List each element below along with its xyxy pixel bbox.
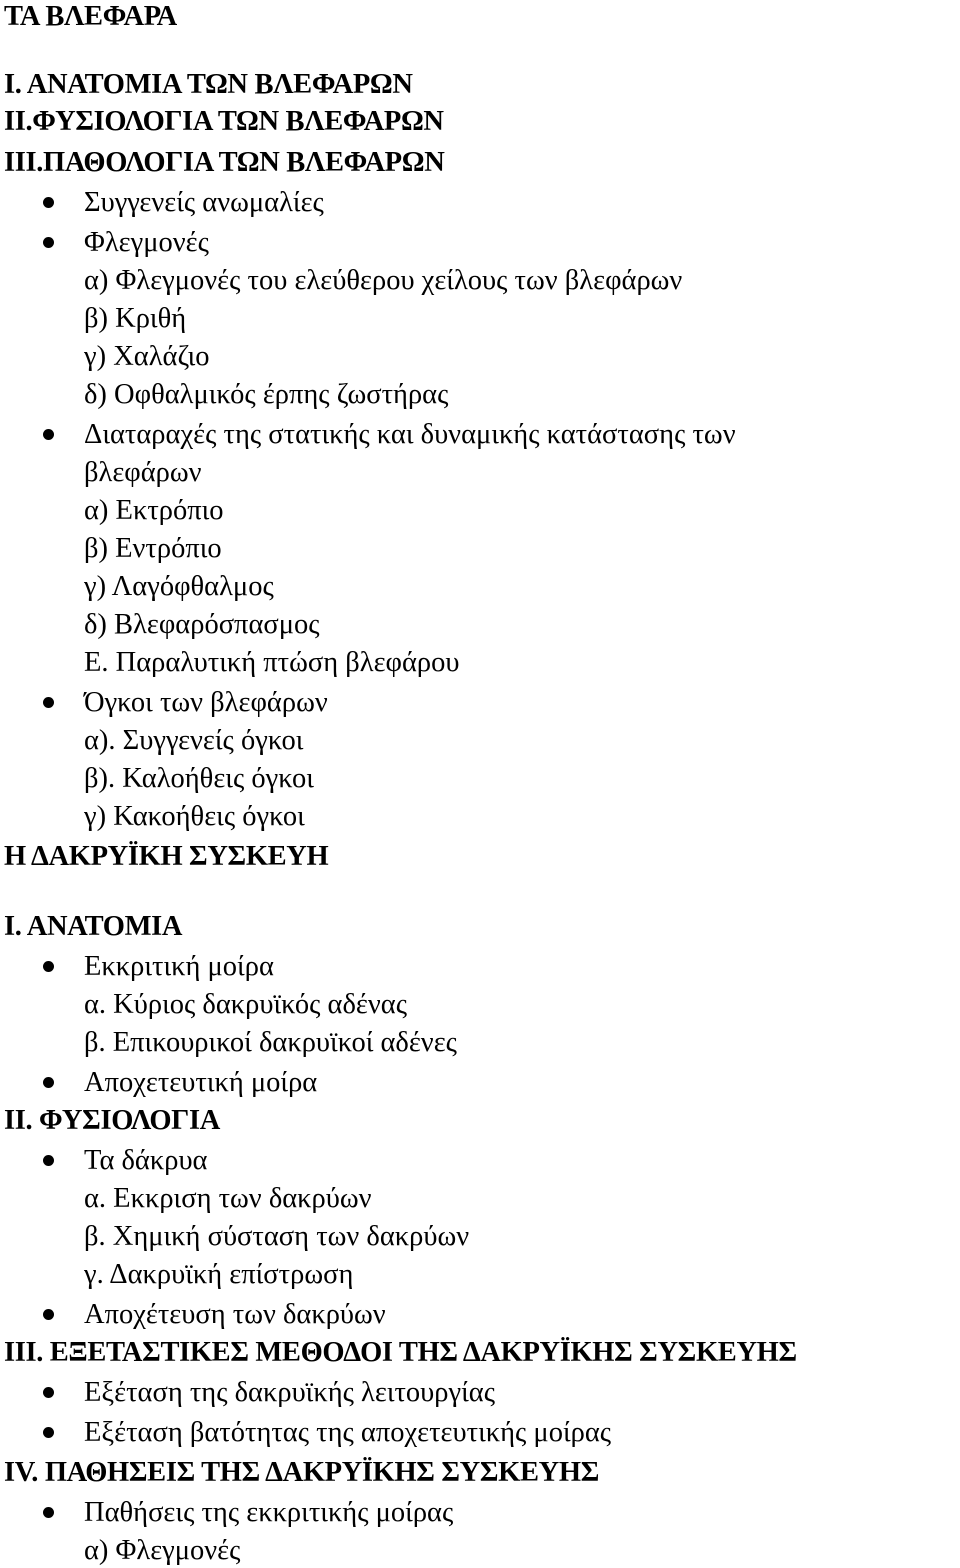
line-text: ΤΑ ΒΛΕΦΑΡΑ [4,1,177,32]
bullet-icon [43,1077,54,1088]
line-text: Αποχέτευση των δακρύων [84,1299,386,1330]
line-text: δ) Οφθαλμικός έρπης ζωστήρας [84,379,449,410]
line-text: β. Επικουρικοί δακρυϊκοί αδένες [84,1027,457,1058]
line-text: α) Εκτρόπιο [84,495,224,526]
bullet-icon [43,1507,54,1518]
bullet-icon [43,697,54,708]
line-text: ΙΙΙ. ΕΞΕΤΑΣΤΙΚΕΣ ΜΕΘΟΔΟΙ ΤΗΣ ΔΑΚΡΥΪΚΗΣ ΣΥΣΚΕΥΗΣ [4,1337,797,1368]
bullet-icon [43,1427,54,1438]
bullet-icon [43,237,54,248]
line-text: γ) Χαλάζιο [84,341,210,372]
line-text: Φλεγμονές [84,227,209,258]
line-text: Ι. ΑΝΑΤΟΜΙΑ ΤΩΝ ΒΛΕΦΑΡΩΝ [4,69,413,100]
bullet-icon [43,1155,54,1166]
bullet-icon [43,1309,54,1320]
line-text: ΙΙ. ΦΥΣΙΟΛΟΓΙΑ [4,1105,220,1136]
line-text: β. Χημική σύσταση των δακρύων [84,1221,470,1252]
line-text: βλεφάρων [84,457,202,488]
bullet-icon [43,1387,54,1398]
line-text: δ) Βλεφαρόσπασμος [84,609,320,640]
line-text: Εξέταση βατότητας της αποχετευτικής μοίρας [84,1417,612,1448]
line-text: α) Φλεγμονές [84,1535,241,1566]
line-text: ΙV. ΠΑΘΗΣΕΙΣ ΤΗΣ ΔΑΚΡΥΪΚΗΣ ΣΥΣΚΕΥΗΣ [4,1457,599,1488]
line-text: γ. Δακρυϊκή επίστρωση [84,1259,354,1290]
bullet-icon [43,197,54,208]
bullet-icon [43,961,54,972]
line-text: β). Καλοήθεις όγκοι [84,763,314,794]
line-text: Όγκοι των βλεφάρων [84,687,328,718]
line-text: α). Συγγενείς όγκοι [84,725,304,756]
line-text: Αποχετευτική μοίρα [84,1067,318,1098]
line-text: Η ΔΑΚΡΥΪΚΗ ΣΥΣΚΕΥΗ [4,841,329,872]
line-text: γ) Λαγόφθαλμος [84,571,274,602]
line-text: Ε. Παραλυτική πτώση βλεφάρου [84,647,460,678]
line-text: Παθήσεις της εκκριτικής μοίρας [84,1497,454,1528]
line-text: ΙΙ.ΦΥΣΙΟΛΟΓΙΑ ΤΩΝ ΒΛΕΦΑΡΩΝ [4,106,444,137]
line-text: Τα δάκρυα [84,1145,208,1176]
line-text: α. Κύριος δακρυϊκός αδένας [84,989,407,1020]
line-text: β) Εντρόπιο [84,533,222,564]
line-text: α) Φλεγμονές του ελεύθερου χείλους των βλεφάρων [84,265,683,296]
line-text: ΙΙΙ.ΠΑΘΟΛΟΓΙΑ ΤΩΝ ΒΛΕΦΑΡΩΝ [4,147,445,178]
line-text: Συγγενείς ανωμαλίες [84,187,324,218]
line-text: γ) Κακοήθεις όγκοι [84,801,305,832]
bullet-icon [43,429,54,440]
line-text: Εκκριτική μοίρα [84,951,274,982]
line-text: Διαταραχές της στατικής και δυναμικής κατάστασης των [84,419,736,450]
line-text: Εξέταση της δακρυϊκής λειτουργίας [84,1377,495,1408]
line-text: α. Εκκριση των δακρύων [84,1183,372,1214]
line-text: β) Κριθή [84,303,187,334]
line-text: Ι. ΑΝΑΤΟΜΙΑ [4,911,183,942]
